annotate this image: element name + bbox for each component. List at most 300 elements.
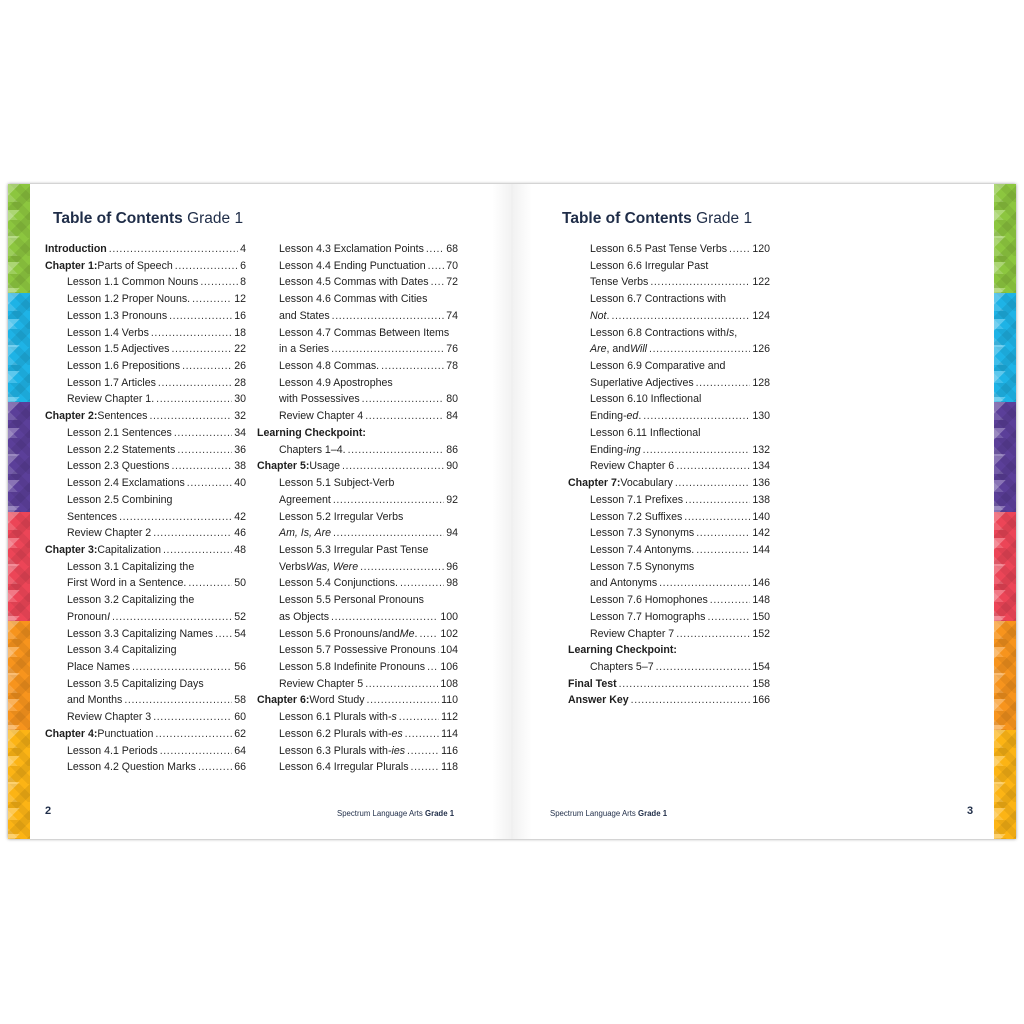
dot-leader <box>109 241 238 258</box>
dot-leader <box>631 692 751 709</box>
toc-page-number: 72 <box>446 276 458 289</box>
toc-page-number: 134 <box>752 460 770 473</box>
toc-entry <box>45 609 246 626</box>
toc-entry-text: Lesson 2.5 Combining <box>67 493 173 506</box>
toc-page-number: 8 <box>240 276 246 289</box>
toc-page-number: 122 <box>752 276 770 289</box>
toc-entry <box>568 375 770 392</box>
toc-entry-text: Lesson 6.1 Plurals with <box>279 711 388 724</box>
dot-leader <box>675 475 751 492</box>
dot-leader <box>119 509 232 526</box>
dot-leader <box>158 375 232 392</box>
toc-entry <box>45 308 246 325</box>
toc-entry-text: Chapters 5–7 <box>590 660 654 673</box>
toc-page-number: 32 <box>234 410 246 423</box>
dot-leader <box>331 609 438 626</box>
dot-leader <box>611 308 750 325</box>
toc-entry <box>45 692 246 709</box>
toc-entry-text: and States <box>279 309 330 322</box>
dot-leader <box>685 492 750 509</box>
toc-page-number: 132 <box>752 443 770 456</box>
page-number: 2 <box>45 805 52 817</box>
toc-page-number: 92 <box>446 493 458 506</box>
toc-entry <box>45 492 246 509</box>
toc-page-number: 6 <box>240 259 246 272</box>
toc-entry-text: Chapter 5: <box>257 460 310 473</box>
toc-entry-text: , and <box>606 343 631 356</box>
dot-leader <box>431 274 445 291</box>
toc-page-number: 112 <box>441 711 458 724</box>
toc-entry <box>568 676 770 693</box>
toc-page-number: 84 <box>446 410 458 423</box>
toc-page-number: 104 <box>440 644 458 657</box>
toc-entry <box>568 408 770 425</box>
toc-page-number: 90 <box>446 460 458 473</box>
dot-leader <box>160 743 233 760</box>
toc-entry-text: Chapter 2: <box>45 410 98 423</box>
toc-entry-text: . <box>606 309 610 322</box>
toc-page-number: 140 <box>752 510 770 523</box>
toc-entry-text: Usage <box>309 460 341 473</box>
page-number: 3 <box>967 805 974 817</box>
toc-page-number: 22 <box>234 343 246 356</box>
toc-entry <box>257 626 458 643</box>
dot-leader <box>174 425 232 442</box>
stripe-band-orange <box>8 621 30 730</box>
toc-page-number: 152 <box>752 627 770 640</box>
toc-entry-text: Lesson 7.2 Suffixes <box>590 510 683 523</box>
toc-entry-text: Learning Checkpoint: <box>257 426 366 439</box>
dot-leader <box>729 241 750 258</box>
dot-leader <box>331 341 444 358</box>
toc-entry-text: with Possessives <box>279 393 360 406</box>
toc-page-number: 12 <box>234 293 246 306</box>
toc-entry-text: Vocabulary <box>620 477 673 490</box>
toc-entry <box>45 375 246 392</box>
toc-entry <box>568 525 770 542</box>
stripe-band-blue <box>8 293 30 402</box>
footer-title: Spectrum Language Arts <box>550 809 636 818</box>
toc-entry <box>45 676 246 693</box>
toc-page-number: 50 <box>234 577 246 590</box>
toc-entry-text: Lesson 7.5 Synonyms <box>590 560 695 573</box>
toc-page-number: 106 <box>440 660 458 673</box>
toc-page-number: 48 <box>234 543 246 556</box>
toc-heading-title: Table of Contents <box>562 210 692 227</box>
toc-page-number: 144 <box>752 543 770 556</box>
toc-entry-text: Lesson 3.3 Capitalizing Names <box>67 627 214 640</box>
toc-entry <box>568 609 770 626</box>
toc-entry <box>45 358 246 375</box>
toc-entry-text: Lesson 4.6 Commas with Cities <box>279 293 428 306</box>
toc-entry-text: Lesson 6.7 Contractions with <box>590 293 727 306</box>
toc-entry <box>568 442 770 459</box>
toc-entry-text: -ies <box>387 744 406 757</box>
toc-entry <box>568 391 770 408</box>
toc-entry-text: Lesson 6.4 Irregular Plurals <box>279 761 409 774</box>
dot-leader <box>707 609 750 626</box>
dot-leader <box>649 341 750 358</box>
toc-entry-text: Lesson 7.7 Homographs <box>590 610 706 623</box>
dot-leader <box>333 492 444 509</box>
toc-entry-text: Chapter 1: <box>45 259 98 272</box>
toc-entry <box>257 291 458 308</box>
dot-leader <box>400 575 444 592</box>
dot-leader <box>710 592 751 609</box>
toc-entry-text: in a Series <box>279 343 330 356</box>
toc-entry <box>257 492 458 509</box>
right-page <box>512 184 1016 839</box>
toc-entry-text: Lesson 1.4 Verbs <box>67 326 149 339</box>
toc-entry-text: Tense Verbs <box>590 276 649 289</box>
toc-heading <box>562 210 752 228</box>
toc-entry-text: Lesson 1.6 Prepositions <box>67 360 181 373</box>
toc-entry <box>568 492 770 509</box>
toc-entry-text: -ed <box>623 410 639 423</box>
toc-entry-text: Lesson 1.2 Proper Nouns. <box>67 293 191 306</box>
toc-entry <box>257 692 458 709</box>
dot-leader <box>342 458 444 475</box>
dot-leader <box>676 626 750 643</box>
toc-entry-text: Ending <box>590 443 623 456</box>
dot-leader <box>405 726 439 743</box>
toc-entry <box>45 341 246 358</box>
toc-entry <box>45 408 246 425</box>
toc-entry-text: Lesson 1.3 Pronouns <box>67 309 168 322</box>
page-footer <box>550 809 667 818</box>
toc-entry-text: Review Chapter 4 <box>279 410 364 423</box>
toc-page-number: 94 <box>446 527 458 540</box>
stripe-band-green <box>994 184 1016 293</box>
toc-entry <box>257 391 458 408</box>
dot-leader <box>198 759 232 776</box>
toc-entry-text: Review Chapter 2 <box>67 527 152 540</box>
dot-leader <box>171 458 232 475</box>
toc-entry-text: Superlative Adjectives <box>590 376 694 389</box>
toc-entry-text: Lesson 5.1 Subject-Verb <box>279 477 395 490</box>
book-spread <box>8 184 1016 839</box>
toc-entry <box>257 258 458 275</box>
toc-entry-text: Punctuation <box>97 727 154 740</box>
toc-entry-text: Review Chapter 7 <box>590 627 675 640</box>
stripe-band-purple <box>994 402 1016 511</box>
dot-leader <box>151 325 232 342</box>
toc-page-number: 26 <box>234 360 246 373</box>
toc-entry-text: Lesson 6.3 Plurals with <box>279 744 388 757</box>
toc-entry <box>257 458 458 475</box>
toc-entry <box>45 709 246 726</box>
dot-leader <box>124 692 232 709</box>
toc-entry <box>568 592 770 609</box>
toc-entry <box>568 291 770 308</box>
toc-entry-text: Lesson 3.5 Capitalizing Days <box>67 677 204 690</box>
toc-entry <box>257 325 458 342</box>
footer-grade: Grade 1 <box>425 809 455 818</box>
toc-entry <box>568 575 770 592</box>
toc-entry <box>568 559 770 576</box>
toc-page-number: 126 <box>752 343 770 356</box>
toc-entry-text: Lesson 5.6 Pronouns <box>279 627 380 640</box>
toc-entry <box>45 592 246 609</box>
toc-page-number: 56 <box>234 660 246 673</box>
dot-leader <box>426 241 444 258</box>
toc-entry <box>45 642 246 659</box>
toc-entry-text: Lesson 7.1 Prefixes <box>590 493 684 506</box>
toc-entry <box>45 626 246 643</box>
toc-entry-text: Lesson 6.10 Inflectional <box>590 393 702 406</box>
toc-entry-text: Lesson 5.7 Possessive Pronouns <box>279 644 436 657</box>
stripe-band-orange <box>994 621 1016 730</box>
toc-entry <box>568 458 770 475</box>
toc-entry-text: Lesson 6.2 Plurals with <box>279 727 388 740</box>
dot-leader <box>163 542 232 559</box>
toc-entry <box>257 341 458 358</box>
left-page <box>8 184 512 839</box>
toc-page-number: 80 <box>446 393 458 406</box>
dot-leader <box>348 442 445 459</box>
toc-entry-text: Am, Is, Are <box>279 527 331 540</box>
dot-leader <box>696 542 750 559</box>
toc-page-number: 66 <box>234 761 246 774</box>
toc-entry-text: Parts of Speech <box>97 259 173 272</box>
toc-entry-text: and <box>382 627 400 640</box>
toc-entry-text: Review Chapter 5 <box>279 677 364 690</box>
toc-entry-text: Word Study <box>309 694 365 707</box>
toc-page-number: 142 <box>752 527 770 540</box>
toc-entry-text: Lesson 4.1 Periods <box>67 744 158 757</box>
toc-page-number: 146 <box>752 577 770 590</box>
toc-entry <box>257 425 458 442</box>
toc-entry-text: Agreement <box>279 493 331 506</box>
toc-page-number: 54 <box>234 627 246 640</box>
toc-entry <box>45 442 246 459</box>
toc-page-number: 60 <box>234 711 246 724</box>
toc-entry-text: Lesson 5.4 Conjunctions. <box>279 577 398 590</box>
toc-entry-text: Capitalization <box>97 543 161 556</box>
toc-entry-text: Lesson 2.3 Questions <box>67 460 170 473</box>
toc-entry-text: Sentences <box>97 410 148 423</box>
toc-entry <box>568 642 770 659</box>
toc-page-number: 52 <box>234 610 246 623</box>
toc-entry <box>257 726 458 743</box>
toc-entry <box>45 241 246 258</box>
toc-entry <box>45 425 246 442</box>
footer-title: Spectrum Language Arts <box>337 809 423 818</box>
toc-page-number: 102 <box>440 627 458 640</box>
toc-heading-grade: Grade 1 <box>187 210 244 227</box>
toc-entry <box>257 559 458 576</box>
toc-entry-text: Lesson 6.5 Past Tense Verbs <box>590 243 728 255</box>
toc-entry-text: . <box>414 627 418 640</box>
toc-entry-text: Lesson 3.4 Capitalizing <box>67 644 177 657</box>
toc-page-number: 98 <box>446 577 458 590</box>
toc-entry <box>45 726 246 743</box>
toc-entry <box>568 358 770 375</box>
toc-entry <box>257 241 458 258</box>
dot-leader <box>399 709 439 726</box>
toc-entry-text: Lesson 4.9 Apostrophes <box>279 376 393 389</box>
toc-column-2 <box>257 241 458 776</box>
dot-leader <box>656 659 751 676</box>
toc-entry-text: Lesson 3.1 Capitalizing the <box>67 560 195 573</box>
toc-entry <box>257 759 458 776</box>
toc-entry-text: as Objects <box>279 610 330 623</box>
toc-entry-text: Lesson 2.2 Statements <box>67 443 176 456</box>
dot-leader <box>367 692 440 709</box>
toc-page-number: 116 <box>441 744 458 757</box>
toc-page-number: 58 <box>234 694 246 707</box>
toc-entry <box>257 442 458 459</box>
toc-entry-text: Are <box>590 343 607 356</box>
toc-page-number: 154 <box>752 660 770 673</box>
toc-entry-text: Lesson 5.5 Personal Pronouns <box>279 594 424 607</box>
stripe-band-purple <box>8 402 30 511</box>
toc-entry-text: Lesson 5.8 Indefinite Pronouns <box>279 660 426 673</box>
toc-entry <box>45 325 246 342</box>
dot-leader <box>156 391 232 408</box>
stripe-band-blue <box>994 293 1016 402</box>
dot-leader <box>427 659 438 676</box>
toc-page-number: 42 <box>234 510 246 523</box>
toc-entry-text: Ending <box>590 410 623 423</box>
dot-leader <box>188 575 232 592</box>
toc-entry-text: Lesson 4.3 Exclamation Points <box>279 243 424 255</box>
toc-entry-text: Lesson 3.2 Capitalizing the <box>67 594 195 607</box>
toc-entry <box>45 525 246 542</box>
toc-entry <box>257 375 458 392</box>
toc-page-number: 68 <box>446 243 458 255</box>
toc-entry-text: Lesson 6.6 Irregular Past <box>590 259 709 272</box>
dot-leader <box>192 291 232 308</box>
toc-page-number: 30 <box>234 393 246 406</box>
toc-entry-text: Lesson 2.4 Exclamations <box>67 477 185 490</box>
toc-entry-text: Chapter 4: <box>45 727 98 740</box>
dot-leader <box>112 609 232 626</box>
toc-page-number: 130 <box>752 410 770 423</box>
toc-entry-text: Learning Checkpoint: <box>568 644 677 657</box>
dot-leader <box>438 642 439 659</box>
toc-entry <box>568 425 770 442</box>
toc-column-3 <box>568 241 770 709</box>
toc-entry-text: Lesson 4.8 Commas. <box>279 360 380 373</box>
toc-page-number: 70 <box>446 259 458 272</box>
toc-page-number: 148 <box>752 594 770 607</box>
toc-entry <box>568 241 770 258</box>
toc-entry-text: Chapter 3: <box>45 543 98 556</box>
dot-leader <box>132 659 232 676</box>
toc-entry <box>45 509 246 526</box>
toc-page-number: 28 <box>234 376 246 389</box>
toc-entry-text: I <box>379 627 383 640</box>
dot-leader <box>381 358 444 375</box>
toc-entry-text: I <box>107 610 111 623</box>
toc-entry <box>45 258 246 275</box>
dot-leader <box>362 391 445 408</box>
toc-entry <box>257 609 458 626</box>
toc-entry <box>568 258 770 275</box>
toc-entry <box>257 709 458 726</box>
toc-entry <box>568 509 770 526</box>
toc-entry-text: Is <box>726 326 735 339</box>
dot-leader <box>149 408 232 425</box>
dot-leader <box>187 475 232 492</box>
dot-leader <box>419 626 438 643</box>
dot-leader <box>175 258 238 275</box>
toc-entry <box>568 341 770 358</box>
toc-entry <box>257 642 458 659</box>
toc-entry <box>45 274 246 291</box>
toc-entry-text: Lesson 4.4 Ending Punctuation <box>279 259 426 272</box>
dot-leader <box>333 525 444 542</box>
toc-page-number: 62 <box>234 727 246 740</box>
toc-page-number: 120 <box>752 243 770 255</box>
toc-entry <box>568 475 770 492</box>
toc-page-number: 40 <box>234 477 246 490</box>
toc-entry <box>45 743 246 760</box>
toc-entry <box>568 659 770 676</box>
toc-entry <box>257 509 458 526</box>
dot-leader <box>643 408 750 425</box>
dot-leader <box>619 676 751 693</box>
toc-entry <box>568 626 770 643</box>
toc-entry-text: Lesson 5.3 Irregular Past Tense <box>279 543 429 556</box>
toc-entry <box>257 592 458 609</box>
dot-leader <box>365 676 438 693</box>
toc-entry <box>45 542 246 559</box>
toc-entry <box>257 475 458 492</box>
toc-entry-text: Will <box>630 343 648 356</box>
toc-page-number: 118 <box>441 761 458 774</box>
dot-leader <box>215 626 232 643</box>
toc-entry-text: Lesson 4.2 Question Marks <box>67 761 196 774</box>
toc-entry <box>568 692 770 709</box>
right-color-edge-stripe <box>994 184 1016 839</box>
dot-leader <box>153 709 232 726</box>
toc-entry-text: Chapters 1–4. <box>279 443 346 456</box>
toc-entry <box>568 542 770 559</box>
toc-entry-text: Lesson 1.1 Common Nouns <box>67 276 199 289</box>
dot-leader <box>643 442 751 459</box>
toc-entry-text: Verbs <box>279 560 307 573</box>
toc-page-number: 114 <box>441 727 458 740</box>
toc-entry <box>257 308 458 325</box>
toc-entry <box>257 408 458 425</box>
toc-page-number: 110 <box>441 694 458 707</box>
stripe-band-yellow <box>994 730 1016 839</box>
toc-entry <box>257 525 458 542</box>
dot-leader <box>659 575 750 592</box>
dot-leader <box>411 759 440 776</box>
dot-leader <box>676 458 750 475</box>
toc-page-number: 78 <box>446 360 458 373</box>
toc-entry-text: Lesson 4.7 Commas Between Items <box>279 326 450 339</box>
toc-page-number: 136 <box>752 477 770 490</box>
toc-entry-text: Was, Were <box>306 560 359 573</box>
toc-entry-text: Lesson 7.6 Homophones <box>590 594 708 607</box>
toc-page-number: 64 <box>234 744 246 757</box>
toc-entry-text: Sentences <box>67 510 118 523</box>
toc-entry-text: Not <box>590 309 607 322</box>
toc-page-number: 158 <box>752 677 770 690</box>
toc-page-number: 76 <box>446 343 458 356</box>
toc-page-number: 166 <box>752 694 770 707</box>
toc-entry-text: . <box>638 410 642 423</box>
toc-page-number: 86 <box>446 443 458 456</box>
toc-page-number: 96 <box>446 560 458 573</box>
toc-entry <box>257 659 458 676</box>
toc-entry-text: Lesson 6.9 Comparative and <box>590 360 726 373</box>
toc-entry-text: First Word in a Sentence. <box>67 577 187 590</box>
